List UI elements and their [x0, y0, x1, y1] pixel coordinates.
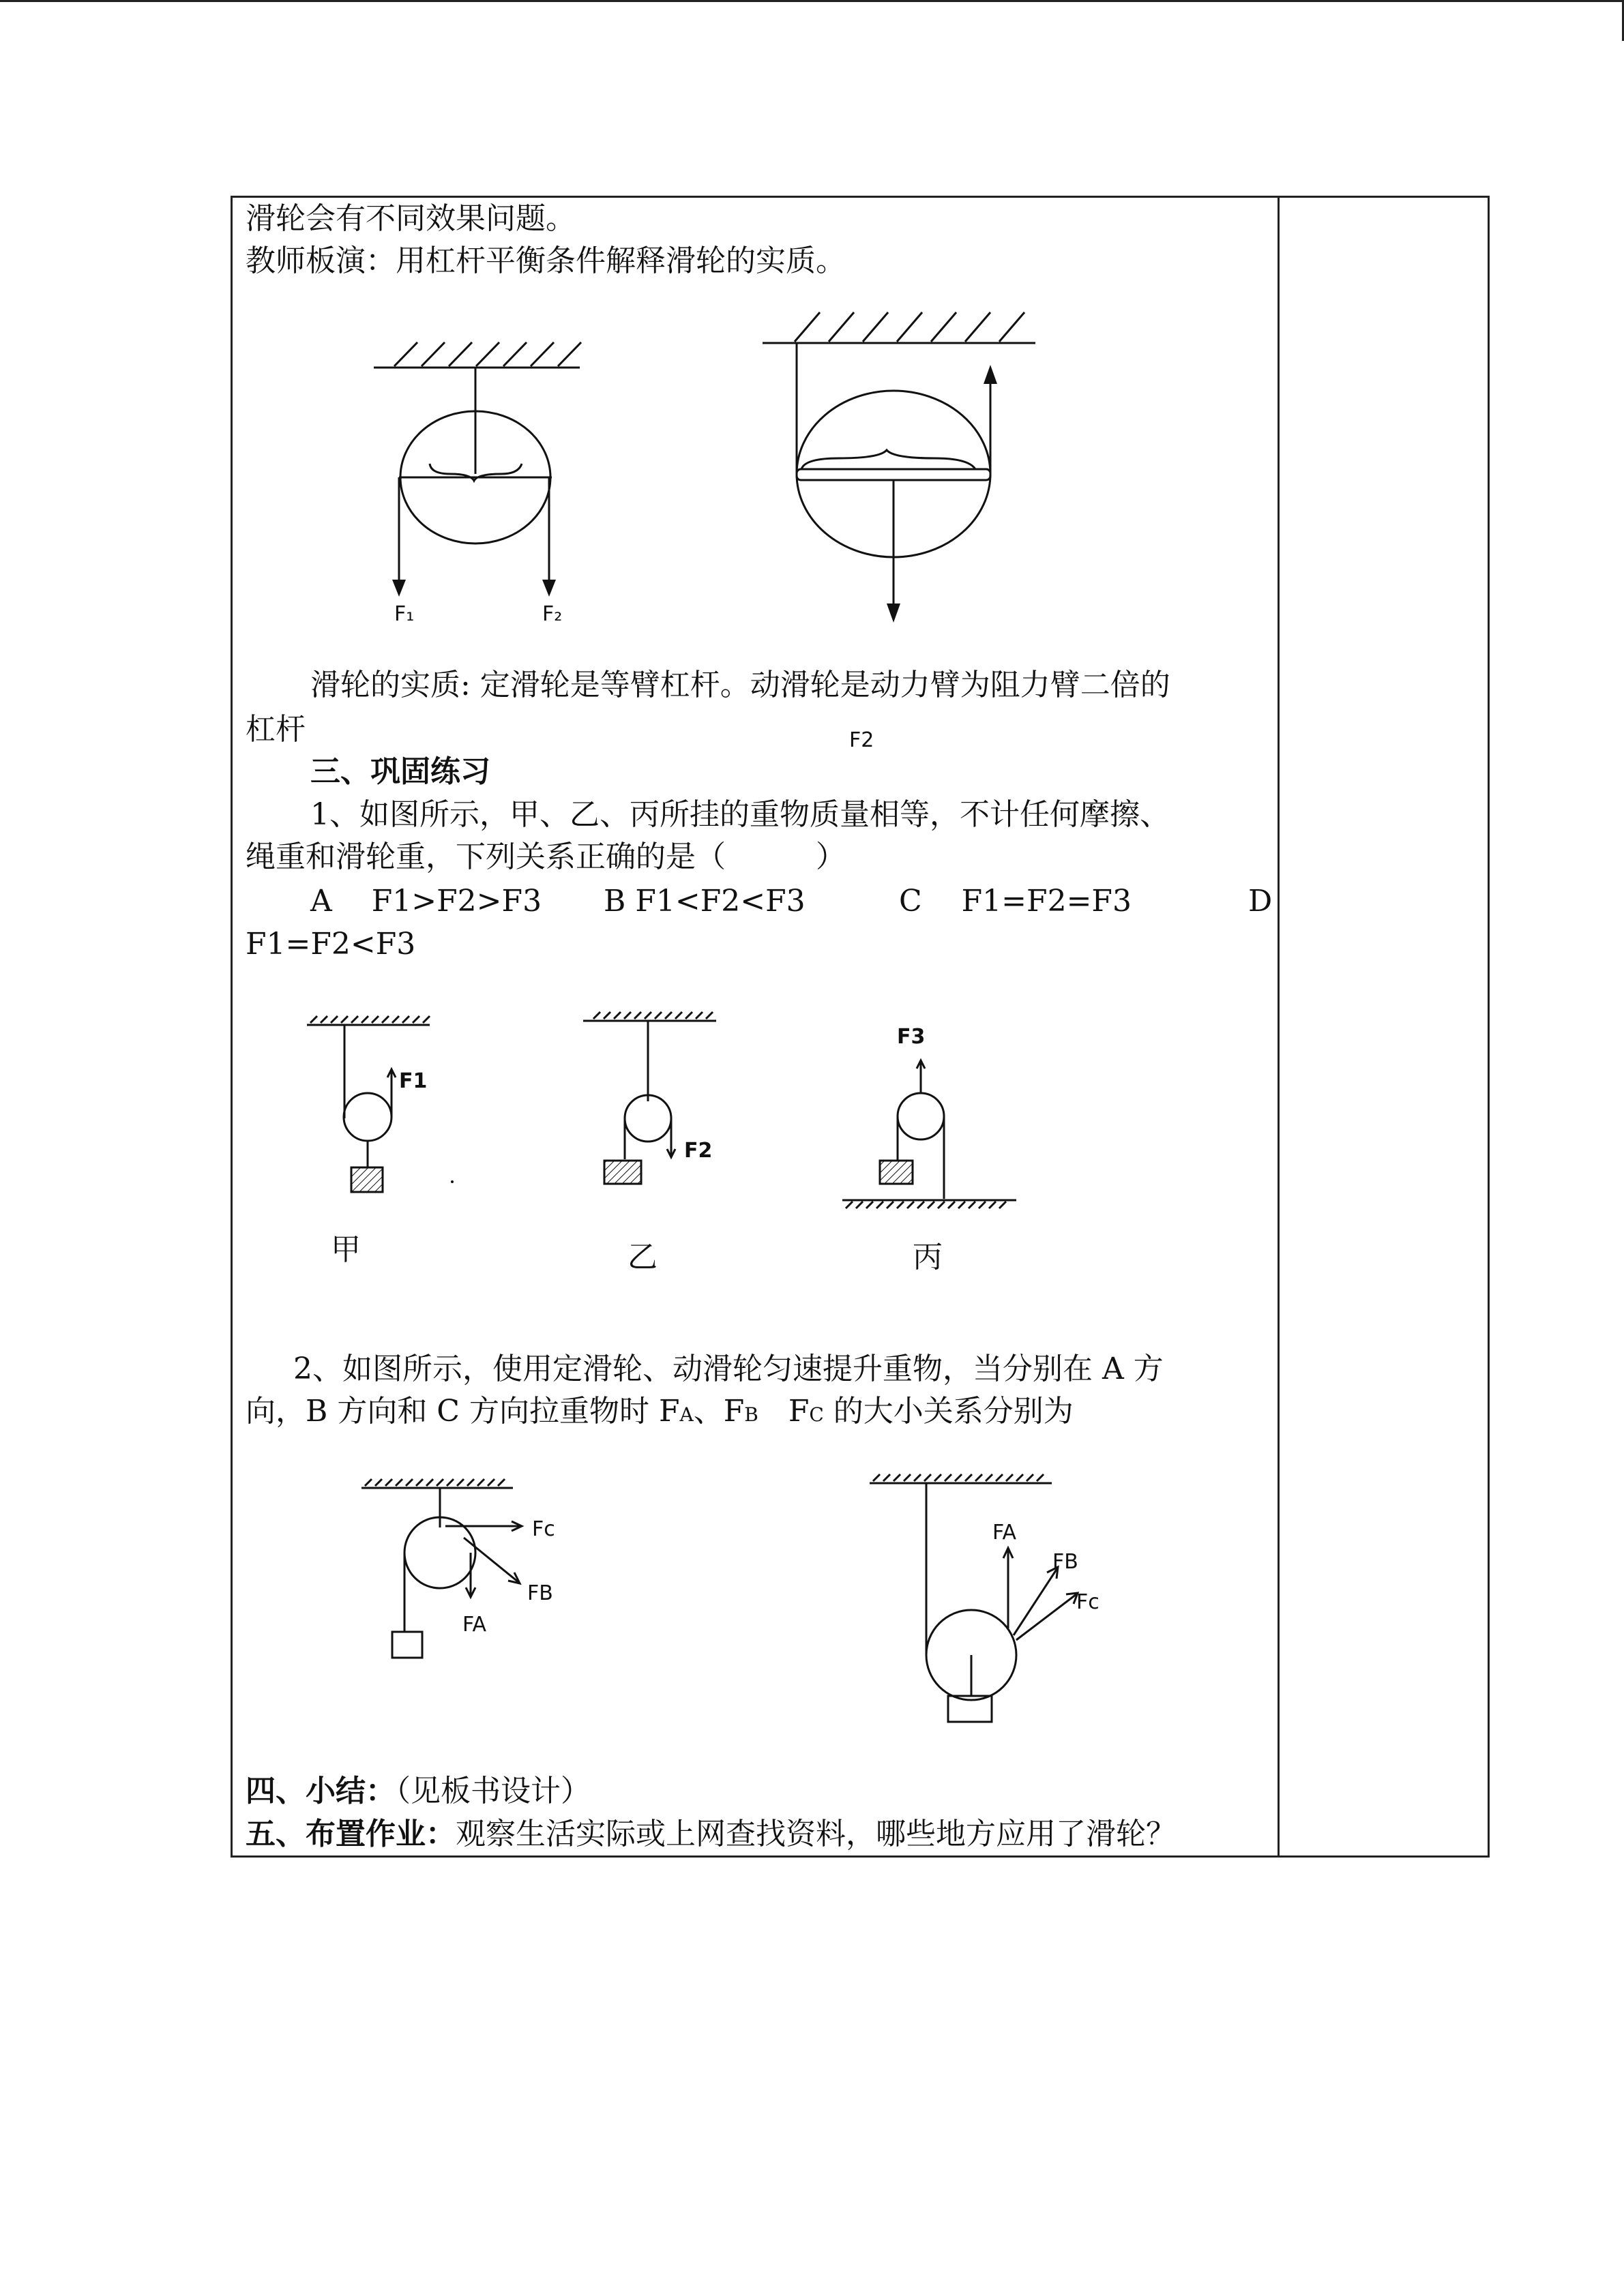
section-5: [246, 1814, 1176, 1855]
section-4-title: 四、小结：: [246, 1774, 396, 1808]
label-fixed-f2: F₂: [542, 602, 563, 626]
question-1-line-b: 绳重和滑轮重，下列关系正确的是（ ）: [246, 839, 846, 874]
q2-sub-b: B: [744, 1403, 758, 1426]
label-movable-f2: F2: [849, 728, 874, 752]
label-left-fc: Fc: [532, 1517, 555, 1541]
label-right-fb: FB: [1052, 1550, 1078, 1574]
caption-bing: 丙: [913, 1240, 943, 1274]
label-left-fa: FA: [462, 1613, 487, 1637]
fixed-pulley-directions: [361, 1479, 522, 1658]
label-right-fc: Fc: [1076, 1590, 1099, 1614]
q2-text: 向，B 方向和 C 方向拉重物时 F: [246, 1394, 680, 1429]
label-right-fa: FA: [992, 1521, 1017, 1545]
label-left-fb: FB: [527, 1581, 553, 1605]
q2-text: 的大小关系分别为: [823, 1394, 1074, 1429]
essence-line-a: 滑轮的实质: 定滑轮是等臂杠杆。动滑轮是动力臂为阻力臂二倍的: [310, 668, 1170, 702]
section-5-title: 五、布置作业：: [246, 1817, 456, 1851]
label-f2: F2: [684, 1139, 713, 1163]
label-f3: F3: [897, 1025, 926, 1049]
question-2-line-a: 2、如图所示，使用定滑轮、动滑轮匀速提升重物，当分别在 A 方: [293, 1352, 1164, 1386]
text-line-1: 滑轮会有不同效果问题。: [246, 201, 576, 236]
section-4: [246, 1771, 591, 1812]
movable-pulley-directions: [870, 1474, 1076, 1722]
label-f1: F1: [399, 1069, 428, 1093]
question-1-line-a: 1、如图所示，甲、乙、丙所挂的重物质量相等，不计任何摩擦、: [310, 797, 1170, 832]
option-c: C F1=F2=F3: [899, 884, 1132, 919]
option-d-value: F1=F2<F3: [246, 927, 416, 961]
q2-sub-c: C: [809, 1403, 824, 1426]
option-a: A F1>F2>F3: [310, 884, 542, 919]
q2-sub-a: A: [679, 1403, 694, 1426]
caption-yi: 乙: [628, 1240, 658, 1274]
q2-text: 、F: [693, 1394, 745, 1429]
q2-text: F: [758, 1394, 810, 1429]
section-5-text: 观察生活实际或上网查找资料，哪些地方应用了滑轮？: [456, 1817, 1176, 1851]
essence-line-b: 杠杆: [246, 712, 306, 747]
option-d-letter: D: [1248, 884, 1273, 919]
caption-jia: 甲: [331, 1232, 361, 1267]
option-b: B F1<F2<F3: [604, 884, 806, 919]
section-3-title: 三、巩固练习: [310, 754, 490, 789]
label-fixed-f1: F₁: [394, 602, 415, 626]
section-4-text: （见板书设计）: [396, 1774, 591, 1808]
text-line-2: 教师板演：用杠杆平衡条件解释滑轮的实质。: [246, 243, 846, 278]
